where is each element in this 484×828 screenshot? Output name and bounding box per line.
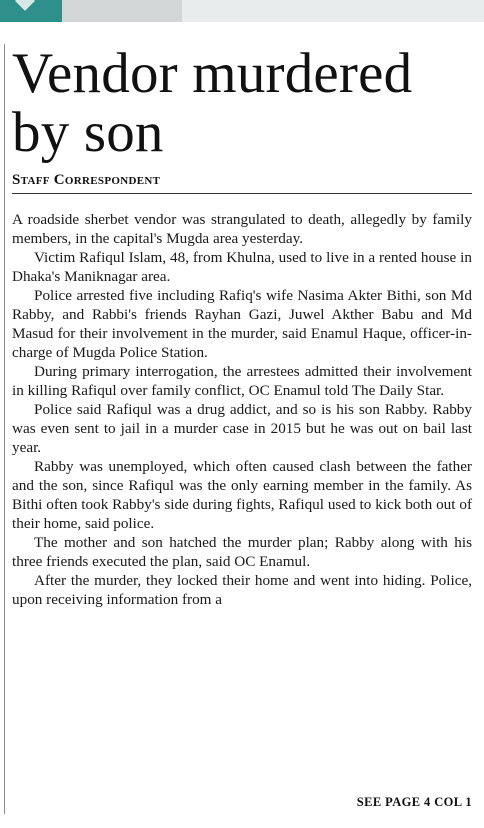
masthead-logo-icon	[15, 0, 35, 11]
paragraph: Police said Rafiqul was a drug addict, and so is his son Rabby. Rabby was even sent to jail in a murder case in 2015 but he was out on bail last year.	[12, 401, 472, 456]
paragraph: Police arrested five including Rafiq's wife Nasima Akter Bithi, son Md Rabby, and Rabbi's friends Rayhan Gazi, Juwel Akther Babu and Md Masud for their involvement in the murder, said Enamul Haque, officer-in-charge of Mugda Police Station.	[12, 287, 472, 361]
article	[12, 44, 472, 609]
masthead-gray-block	[62, 0, 182, 22]
masthead-accent-block	[0, 0, 62, 22]
paragraph: After the murder, they locked their home and went into hiding. Police, upon receiving information from a	[12, 572, 472, 608]
top-masthead-strip	[0, 0, 484, 22]
article-body	[12, 210, 472, 609]
paragraph: Rabby was unemployed, which often caused clash between the father and the son, since Rafiqul was the only earning member in the family. As Bithi often took Rabby's side during fights, Rafiqul used to kick both out of their home, said police.	[12, 458, 472, 532]
paragraph: The mother and son hatched the murder plan; Rabby along with his three friends executed the plan, said OC Enamul.	[12, 534, 472, 570]
paragraph: During primary interrogation, the arrestees admitted their involvement in killing Rafiqul over family conflict, OC Enamul told The Daily Star.	[12, 363, 472, 399]
byline: Staff Correspondent	[12, 172, 472, 194]
paragraph: Victim Rafiqul Islam, 48, from Khulna, used to live in a rented house in Dhaka's Maniknagar area.	[12, 249, 472, 285]
column-rule	[4, 44, 5, 814]
paragraph: A roadside sherbet vendor was strangulated to death, allegedly by family members, in the capital's Mugda area yesterday.	[12, 211, 472, 247]
headline: Vendor murdered by son	[12, 42, 413, 164]
continued-jump-line: SEE PAGE 4 COL 1	[356, 795, 472, 809]
